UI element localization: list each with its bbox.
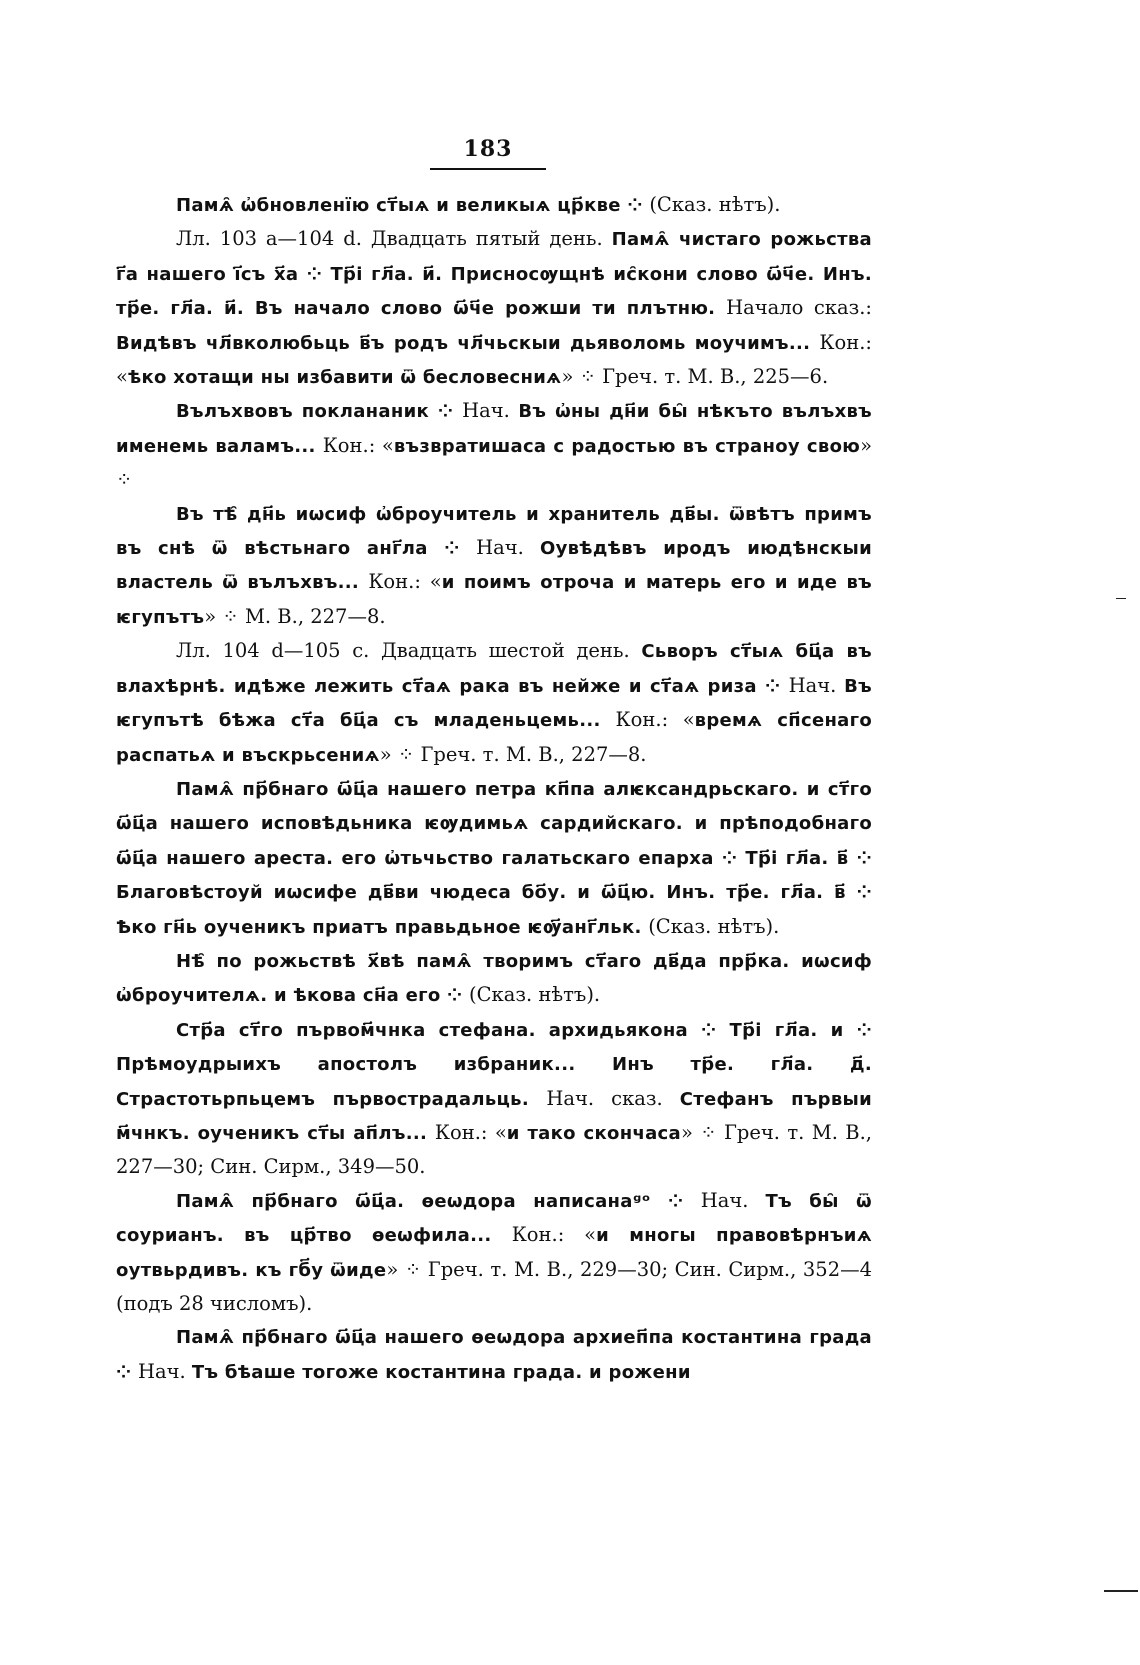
russian-text: Кон.: « [116, 330, 872, 389]
russian-text: Кон.: « [615, 708, 695, 732]
russian-text: Кон.: « [434, 1120, 507, 1144]
church-slavonic-text: Памѧ̑ пр҃бнаго ѡ҃ц҃а нашего петра кп҃па алѥксандрьскаго. и ст҃го ѡ҃ц҃а нашего исповѣдьника ѥѹдимьѧ сардийскаго. и прѣподобнаго ѡ҃ц҃а нашего ареста. его ѡ҆тьчьство галатьскаго епарха ⁘ Тр҃і гл҃а. в҃ ⁘ Благовѣстоуй иѡсифе дв҃ви чюдеса бо҃у. и ѡ҃ц҃ю. Инъ. тр҃е. гл҃а. в҃ ⁘ Ѣко гн҃ь оученикъ приатъ правьдьное ѥѹ҃анг҃льк. [116, 778, 872, 938]
church-slavonic-text: Видѣвъ чл҃вколюбьць в҃ъ родъ чл҃чьскыи дьяволомь моучимъ... [116, 332, 820, 354]
russian-text: (Сказ. нѣтъ). [469, 983, 601, 1007]
russian-text: » ⁘ Греч. т. М. В., 225—6. [561, 365, 829, 389]
church-slavonic-text: Памѧ̑ пр҃бнаго ѡ҃ц҃а. ѳеѡдора написанаᵍᵒ ⁘ [176, 1190, 701, 1212]
russian-text: Нач. [462, 399, 519, 423]
church-slavonic-text: Въ ѥгупътѣ бѣжа ст҃а бц҃а съ младеньцемь... [116, 675, 872, 732]
russian-text: Лл. 104 d—105 c. Двадцать шестой день. [176, 639, 642, 663]
russian-text: » ⁘ М. В., 227—8. [204, 604, 386, 628]
church-slavonic-text: Въ ѡ҆ны дн҃и бы̑ нѣкъто вълъхвъ именемь валамъ... [116, 401, 872, 457]
russian-text: Нач. [137, 1359, 192, 1383]
church-slavonic-text: Вълъхвовъ поклананик ⁘ [176, 401, 463, 423]
church-slavonic-text: Тъ бѣаше тогоже костантина града. и рожени [191, 1361, 691, 1383]
church-slavonic-text: възвратишаса с радостью въ страноу свою [393, 435, 861, 457]
church-slavonic-text: и многы правовѣрнъиѧ оутвьрдивъ. къ гб҃у ѿиде [116, 1225, 872, 1281]
russian-text: Кон.: « [322, 433, 394, 457]
church-slavonic-text: Въ тѣ̑ дн҃ь иѡсиф ѡ҆броучитель и хранитель дв҃ы. ѿвѣтъ примъ въ снѣ ѿ вѣстьнаго анг҃ла ⁘ [116, 503, 872, 560]
russian-text: Нач. [700, 1188, 766, 1212]
margin-mark [1104, 1590, 1138, 1592]
text-body [116, 188, 872, 1389]
russian-text: Лл. 103 a—104 d. Двадцать пятый день. [176, 227, 612, 251]
paragraph [116, 634, 872, 772]
church-slavonic-text: Сьворъ ст҃ыѧ бц҃а въ влахѣрнѣ. идѣже лежить ст҃аѧ рака въ нейже и ст҃аѧ риза ⁘ [116, 641, 873, 697]
paragraph [116, 1320, 872, 1389]
church-slavonic-text: Памѧ̑ ѡ҆бновленїю ст҃ыѧ и великыѧ цр҃кве ⁘ [176, 195, 650, 216]
russian-text: » ⁘ Греч. т. М. В., 227—30; Син. Сирм., 349—50. [116, 1120, 872, 1179]
church-slavonic-text: Памѧ̑ пр҃бнаго ѡ҃ц҃а нашего ѳеѡдора архиеп҃па костантина града ⁘ [116, 1327, 872, 1383]
church-slavonic-text: и поимъ отроча и матерь его и иде въ ѥгупътъ [116, 572, 873, 628]
russian-text: Нач. сказ. [546, 1086, 680, 1110]
russian-text: Кон.: « [511, 1223, 597, 1247]
russian-text: Начало сказ.: [726, 296, 872, 320]
church-slavonic-text: Стефанъ първыи м҃чнкъ. оученикъ ст҃ы ап҃лъ... [116, 1088, 873, 1144]
paragraph [116, 188, 872, 222]
church-slavonic-text: Стр҃а ст҃го първом҃чнка стефана. архидьякона ⁘ Тр҃і гл҃а. и ⁘ Прѣмоудрыихъ апостолъ избраник... Инъ тр҃е. гл҃а. д҃. Страстотьрпьцемъ първострадальць. [116, 1019, 872, 1110]
church-slavonic-text: Памѧ̑ чистаго рожьства г҃а нашего і҃съ х҃а ⁘ Тр҃і гл҃а. и҃. Присносѹщнѣ ис̑кони слово ѡ҃ч҃е. Инъ. тр҃е. гл҃а. и҃. Въ начало слово ѡ҃ч҃е рожши ти плътню. [116, 229, 872, 320]
paragraph [116, 944, 872, 1013]
church-slavonic-text: Оувѣдѣвъ иродъ июдѣнскыи властель ѿ вълъхвъ... [116, 538, 872, 594]
russian-text: » ⁘ Греч. т. М. В., 227—8. [379, 742, 647, 766]
russian-text: Нач. [788, 673, 845, 697]
russian-text: Нач. [476, 536, 540, 560]
paragraph [116, 394, 872, 496]
paragraph [116, 1184, 872, 1321]
page-number: 183 [430, 136, 546, 170]
margin-mark [1116, 598, 1126, 599]
russian-text: » ⁘ [116, 433, 872, 492]
russian-text: (Сказ. нѣтъ). [648, 914, 780, 938]
church-slavonic-text: и тако скончаса [506, 1122, 681, 1144]
russian-text: » ⁘ Греч. т. М. В., 229—30; Син. Сирм., 352—4 (подъ 28 числомъ). [116, 1257, 873, 1315]
church-slavonic-text: времѧ сп҃сенаго распатьѧ и въскрьсениѧ [116, 710, 873, 766]
church-slavonic-text: ѣко хотащи ны избавити ѿ бесловесниѧ [127, 367, 562, 389]
paragraph [116, 1013, 872, 1184]
church-slavonic-text: Нѣ̑ по рожьствѣ х҃вѣ памѧ̑ творимъ ст҃аго дв҃да прр҃ка. иѡсиф ѡ҆броучителѧ. и ѣкова сн҃а его ⁘ [116, 950, 872, 1007]
paragraph [116, 222, 872, 394]
paragraph [116, 772, 872, 944]
church-slavonic-text: Тъ бы̑ ѿ соурианъ. въ цр҃тво ѳеѡфила... [116, 1190, 872, 1247]
russian-text: Кон.: « [368, 570, 442, 594]
russian-text: (Сказ. нѣтъ). [649, 193, 781, 216]
paragraph [116, 497, 872, 635]
